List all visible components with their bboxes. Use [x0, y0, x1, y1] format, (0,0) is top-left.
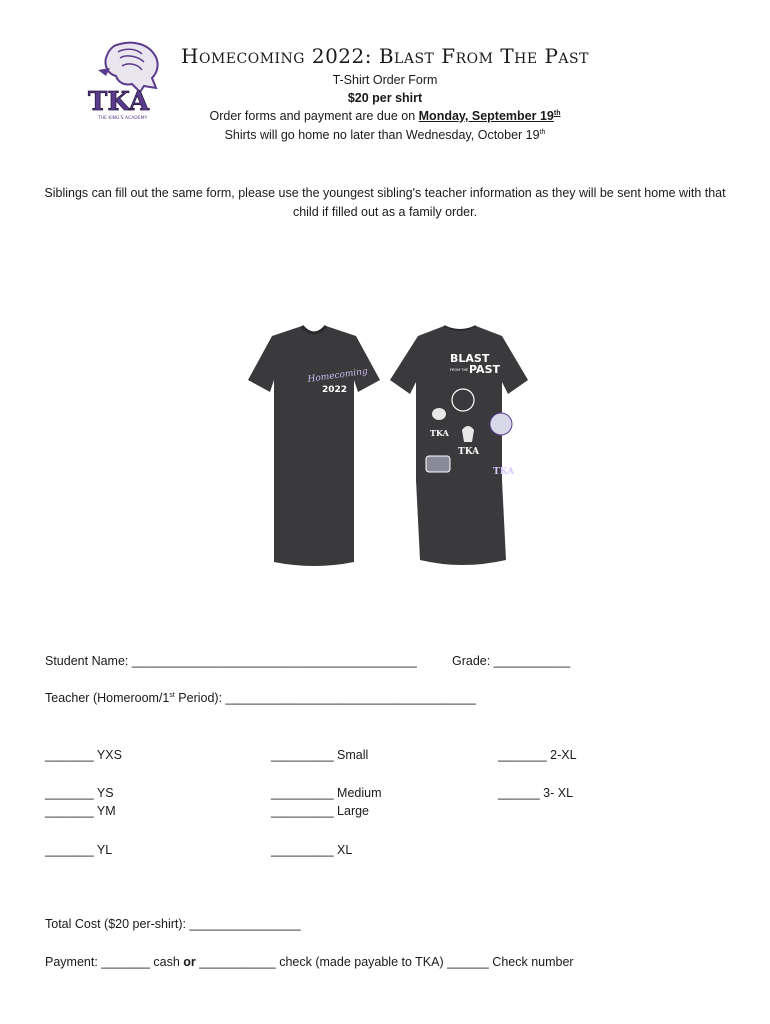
teacher-label: Teacher (Homeroom/1: [45, 691, 170, 705]
tshirt-image: [210, 318, 550, 618]
teacher-label-rest: Period): ____________________________________: [174, 691, 476, 705]
teacher-field[interactable]: [45, 691, 476, 705]
back-title-1: BLAST: [450, 352, 490, 365]
back-shirt: [390, 326, 528, 565]
due-prefix: Order forms and payment are due on: [209, 109, 419, 123]
student-name-field[interactable]: Student Name: _________________________________________: [45, 654, 417, 668]
grade-field[interactable]: Grade: ___________: [452, 654, 571, 668]
back-badge-1: TKA: [430, 428, 449, 438]
size-small[interactable]: _________ Small: [271, 748, 369, 762]
front-year-text: 2022: [322, 385, 348, 395]
return-line: [0, 128, 770, 142]
size-2xl[interactable]: _______ 2-XL: [498, 748, 577, 762]
back-badge-2: TKA: [458, 447, 480, 457]
price-line: $20 per shirt: [347, 91, 423, 105]
payment-field[interactable]: [45, 955, 574, 969]
siblings-note: Siblings can fill out the same form, please use the youngest sibling's teacher information as they will be sent home with that child if filled out as a family order.: [44, 186, 726, 219]
payment-label: Payment: _______ cash: [45, 955, 184, 969]
size-medium[interactable]: _________ Medium: [271, 786, 382, 800]
front-script-text: Homecoming: [307, 366, 369, 385]
due-date: Monday, September 19: [418, 109, 554, 123]
front-shirt: [248, 326, 380, 566]
size-ys[interactable]: _______ YS: [45, 786, 114, 800]
due-line: [0, 109, 770, 123]
payment-rest: ___________ check (made payable to TKA) ______ Check number: [195, 955, 574, 969]
teacher-label-sup: st: [169, 691, 175, 699]
size-large[interactable]: _________ Large: [271, 804, 370, 818]
size-xl[interactable]: _________ XL: [271, 843, 353, 857]
size-3xl[interactable]: ______ 3- XL: [498, 786, 574, 800]
logo-text: TKA: [88, 87, 150, 117]
logo-subtext: THE KING'S ACADEMY: [98, 116, 148, 121]
form-subtitle: T-Shirt Order Form: [332, 73, 438, 87]
return-text: Shirts will go home no later than Wednesday, October 19: [224, 128, 540, 142]
size-yxs[interactable]: _______ YXS: [45, 748, 122, 762]
page-title: Homecoming 2022: Blast From The Past: [181, 44, 589, 68]
back-title-2: PAST: [469, 363, 500, 376]
back-badge-3: TKA: [493, 467, 515, 477]
payment-or: or: [183, 955, 196, 969]
back-small-text: FROM THE: [450, 368, 469, 372]
size-ym[interactable]: _______ YM: [45, 804, 116, 818]
return-suffix: th: [539, 128, 546, 136]
size-yl[interactable]: _______ YL: [45, 843, 113, 857]
total-cost-field[interactable]: Total Cost ($20 per-shirt): ________________: [45, 917, 301, 931]
due-date-suffix: th: [553, 109, 561, 117]
